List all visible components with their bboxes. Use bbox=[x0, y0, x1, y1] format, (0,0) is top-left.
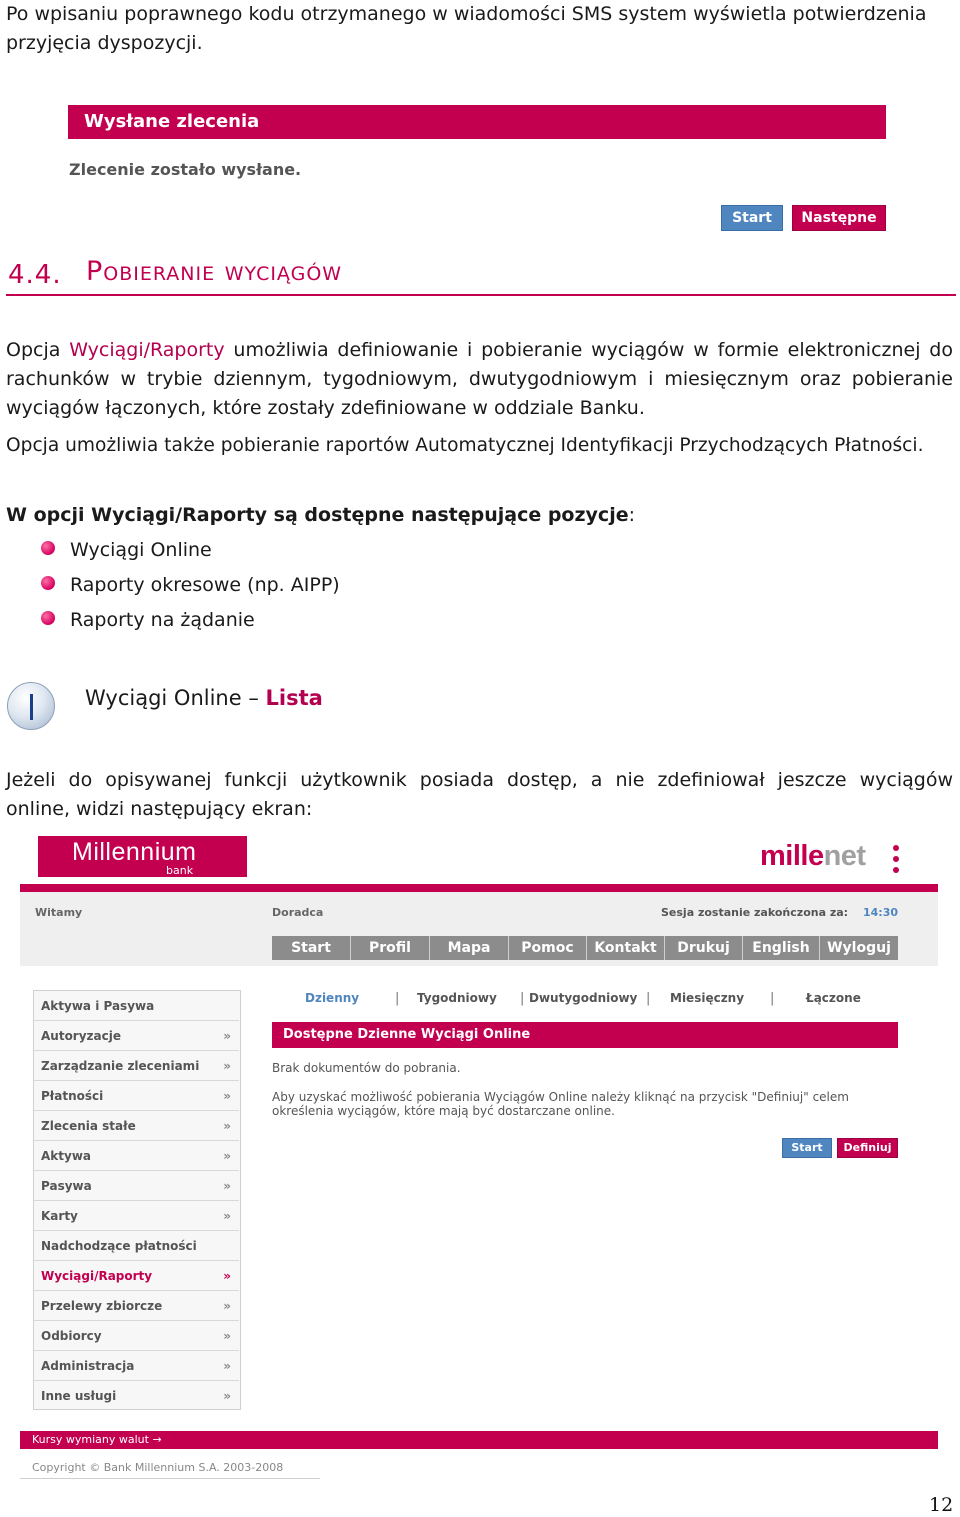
period-tabs bbox=[272, 991, 898, 1011]
advisor-label: Doradca bbox=[272, 906, 324, 919]
option-item: Wyciągi Online bbox=[70, 539, 212, 561]
app-screenshot bbox=[0, 830, 960, 1490]
description-line-3: wyciągów łączonych, które zostały zdefiniowane w oddziale Banku. bbox=[6, 397, 645, 419]
order-sent-message: Zlecenie zostało wysłane. bbox=[69, 160, 302, 179]
brand-part-2: net bbox=[823, 840, 866, 872]
menu-item-inne-uslugi[interactable] bbox=[34, 1381, 239, 1411]
menu-label: Aktywa bbox=[41, 1149, 92, 1163]
chevron-right-icon: » bbox=[223, 1149, 231, 1163]
options-heading-colon: : bbox=[628, 504, 635, 526]
tab-dwutygodniowy[interactable]: Dwutygodniowy bbox=[529, 991, 638, 1005]
menu-item-autoryzacje[interactable] bbox=[34, 1021, 239, 1051]
bullet-icon bbox=[41, 576, 55, 590]
menu-label: Zarządzanie zleceniami bbox=[41, 1059, 200, 1073]
tab-tygodniowy[interactable]: Tygodniowy bbox=[417, 991, 497, 1005]
brand-dot-icon bbox=[893, 856, 899, 862]
tab-separator: | bbox=[520, 991, 525, 1006]
chevron-right-icon: » bbox=[223, 1269, 231, 1283]
next-button[interactable]: Następne bbox=[792, 205, 886, 231]
bullet-icon bbox=[41, 541, 55, 555]
nav-english[interactable]: English bbox=[743, 936, 820, 960]
menu-item-aktywa-i-pasywa[interactable] bbox=[34, 991, 239, 1021]
no-documents-text: Brak dokumentów do pobrania. bbox=[272, 1061, 461, 1075]
chevron-right-icon: » bbox=[223, 1359, 231, 1373]
menu-label: Wyciągi/Raporty bbox=[41, 1269, 153, 1283]
menu-item-nadchodzace-platnosci[interactable] bbox=[34, 1231, 239, 1261]
chevron-right-icon: » bbox=[223, 1329, 231, 1343]
description-line-2: rachunków w trybie dziennym, tygodniowym, dwutygodniowym i miesięcznym oraz pobieranie bbox=[6, 368, 953, 390]
sent-orders-bar bbox=[68, 105, 886, 139]
brand-dot-icon bbox=[893, 867, 899, 873]
arrow-right-icon: → bbox=[148, 1433, 162, 1446]
body-text bbox=[6, 766, 953, 824]
menu-item-wyciagi-raporty[interactable] bbox=[34, 1261, 239, 1291]
instruction-line-2: określenia wyciągów, które mają być dostarczane online. bbox=[272, 1104, 615, 1118]
panel-title: Dostępne Dzienne Wyciągi Online bbox=[283, 1027, 531, 1042]
nav-kontakt[interactable]: Kontakt bbox=[587, 936, 665, 960]
menu-item-zarzadzanie-zleceniami[interactable] bbox=[34, 1051, 239, 1081]
tab-separator: | bbox=[646, 991, 651, 1006]
side-menu bbox=[33, 990, 241, 1410]
panel-title-bar bbox=[272, 1022, 898, 1048]
menu-item-pasywa[interactable] bbox=[34, 1171, 239, 1201]
chevron-right-icon: » bbox=[223, 1389, 231, 1403]
bullet-icon bbox=[41, 611, 55, 625]
menu-item-administracja[interactable] bbox=[34, 1351, 239, 1381]
description-prefix: Opcja bbox=[6, 339, 70, 361]
chevron-right-icon: » bbox=[223, 1029, 231, 1043]
millennium-logo bbox=[38, 836, 247, 877]
tab-miesieczny[interactable]: Miesięczny bbox=[670, 991, 745, 1005]
info-icon bbox=[7, 682, 55, 730]
menu-item-odbiorcy[interactable] bbox=[34, 1321, 239, 1351]
chevron-right-icon: » bbox=[223, 1119, 231, 1133]
description-p2: Opcja umożliwia także pobieranie raportów Automatycznej Identyfikacji Przychodzących Płatności. bbox=[6, 435, 924, 456]
tab-separator: | bbox=[770, 991, 775, 1006]
exchange-rates-bar[interactable] bbox=[20, 1431, 938, 1449]
session-time: 14:30 bbox=[863, 906, 899, 919]
menu-label: Odbiorcy bbox=[41, 1329, 102, 1343]
nav-mapa[interactable]: Mapa bbox=[430, 936, 509, 960]
info-title bbox=[85, 686, 323, 710]
section-divider bbox=[6, 294, 956, 296]
menu-label: Zlecenia stałe bbox=[41, 1119, 136, 1133]
page-number: 12 bbox=[929, 1494, 954, 1516]
option-item: Raporty okresowe (np. AIPP) bbox=[70, 574, 340, 596]
nav-pomoc[interactable]: Pomoc bbox=[509, 936, 587, 960]
body-line-1: Jeżeli do opisywanej funkcji użytkownik posiada dostęp, a nie zdefiniował jeszcze wyciągów bbox=[6, 769, 953, 791]
chevron-right-icon: » bbox=[223, 1179, 231, 1193]
chevron-right-icon: » bbox=[223, 1299, 231, 1313]
tab-dzienny[interactable]: Dzienny bbox=[305, 991, 360, 1005]
define-button[interactable]: Definiuj bbox=[837, 1138, 898, 1158]
menu-item-zlecenia-stale[interactable] bbox=[34, 1111, 239, 1141]
menu-item-aktywa[interactable] bbox=[34, 1141, 239, 1171]
options-heading bbox=[6, 501, 635, 530]
intro-line-2: przyjęcia dyspozycji. bbox=[6, 32, 203, 54]
description bbox=[6, 336, 953, 423]
section-title: Pobieranie wyciągów bbox=[86, 256, 343, 287]
menu-label: Płatności bbox=[41, 1089, 104, 1103]
menu-label: Autoryzacje bbox=[41, 1029, 121, 1043]
menu-label: Administracja bbox=[41, 1359, 135, 1373]
millenet-logo bbox=[760, 840, 866, 873]
instruction-line-1: Aby uzyskać możliwość pobierania Wyciągów Online należy kliknąć na przycisk "Definiuj" celem bbox=[272, 1090, 849, 1104]
intro-line-1: Po wpisaniu poprawnego kodu otrzymanego w wiadomości SMS system wyświetla potwierdzenia bbox=[6, 3, 927, 25]
menu-label: Przelewy zbiorcze bbox=[41, 1299, 163, 1313]
brand-part-1: mille bbox=[760, 840, 824, 872]
wyciagi-raporty-link: Wyciągi/Raporty bbox=[69, 339, 225, 361]
description-line-1 bbox=[6, 336, 953, 365]
menu-item-przelewy-zbiorcze[interactable] bbox=[34, 1291, 239, 1321]
chevron-right-icon: » bbox=[223, 1209, 231, 1223]
menu-label: Inne usługi bbox=[41, 1389, 117, 1403]
app-start-button[interactable]: Start bbox=[782, 1138, 832, 1158]
tab-separator: | bbox=[395, 991, 400, 1006]
header-strip bbox=[20, 884, 938, 892]
nav-profil[interactable]: Profil bbox=[351, 936, 430, 960]
body-line-2: online, widzi następujący ekran: bbox=[6, 798, 313, 820]
chevron-right-icon: » bbox=[223, 1089, 231, 1103]
instruction-text bbox=[272, 1090, 898, 1118]
copyright: Copyright © Bank Millennium S.A. 2003-2008 bbox=[20, 1461, 320, 1479]
menu-label: Nadchodzące płatności bbox=[41, 1239, 197, 1253]
nav-drukuj[interactable]: Drukuj bbox=[665, 936, 743, 960]
description-line-1-rest: umożliwia definiowanie i pobieranie wyciągów w formie elektronicznej do bbox=[224, 339, 953, 361]
nav-wyloguj[interactable]: Wyloguj bbox=[820, 936, 898, 960]
exchange-rates-link[interactable]: Kursy wymiany walut bbox=[32, 1433, 149, 1446]
section-number: 4.4. bbox=[8, 260, 62, 290]
brand-dot-icon bbox=[893, 845, 899, 851]
start-button[interactable]: Start bbox=[721, 205, 783, 231]
option-item: Raporty na żądanie bbox=[70, 609, 255, 631]
main-nav bbox=[272, 936, 898, 960]
menu-item-platnosci[interactable] bbox=[34, 1081, 239, 1111]
menu-item-karty[interactable] bbox=[34, 1201, 239, 1231]
intro-text bbox=[6, 0, 956, 58]
sent-orders-title: Wysłane zlecenia bbox=[84, 111, 260, 132]
tab-laczone[interactable]: Łączone bbox=[806, 991, 861, 1005]
options-heading-text: W opcji Wyciągi/Raporty są dostępne następujące pozycje bbox=[6, 504, 629, 526]
menu-label: Karty bbox=[41, 1209, 78, 1223]
welcome-label: Witamy bbox=[35, 906, 83, 919]
chevron-right-icon: » bbox=[223, 1059, 231, 1073]
logo-main-text: Millennium bbox=[72, 838, 197, 866]
menu-label: Pasywa bbox=[41, 1179, 92, 1193]
logo-sub-text: bank bbox=[166, 864, 194, 877]
menu-label: Aktywa i Pasywa bbox=[41, 999, 155, 1013]
nav-start[interactable]: Start bbox=[272, 936, 351, 960]
info-title-main: Wyciągi Online – bbox=[85, 686, 266, 710]
info-title-accent: Lista bbox=[265, 686, 323, 710]
session-label: Sesja zostanie zakończona za: bbox=[661, 906, 849, 919]
